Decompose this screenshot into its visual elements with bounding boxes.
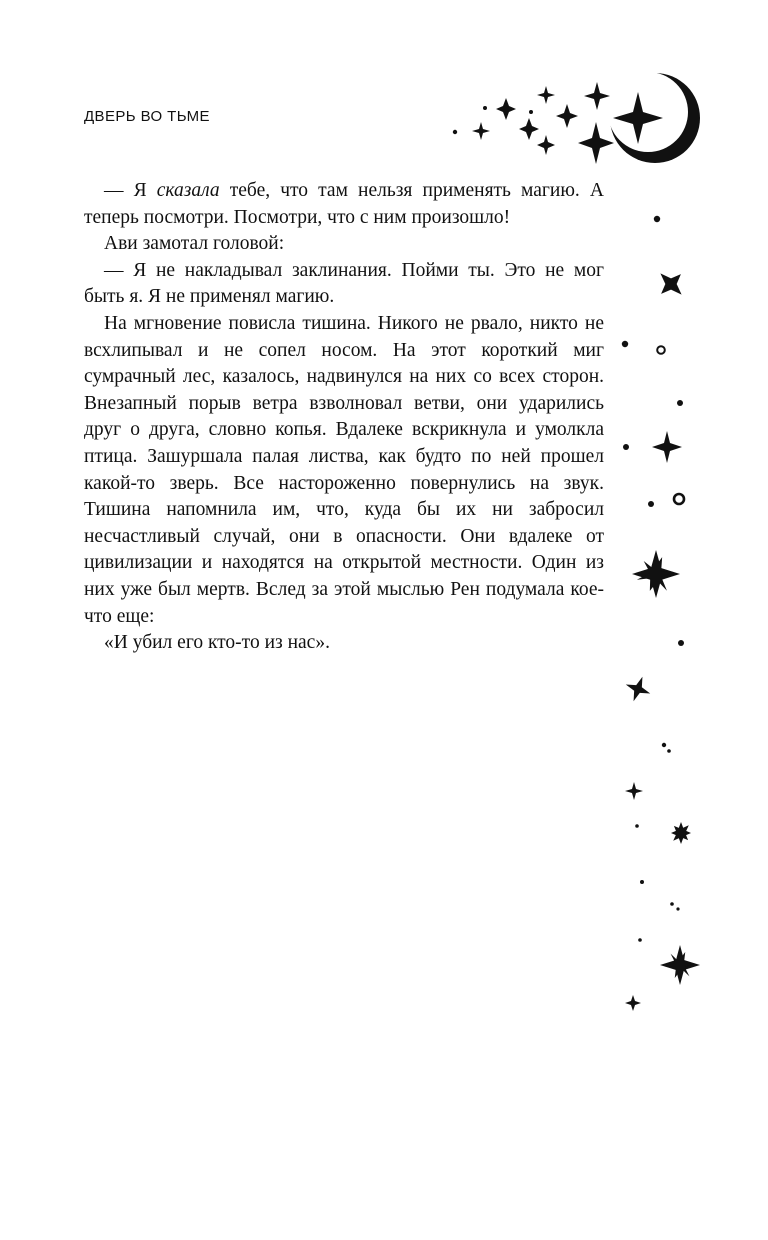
- dot-icon: [654, 216, 660, 222]
- dot-icon: [453, 130, 457, 134]
- dot-icon: [483, 106, 487, 110]
- dot-icon: [638, 938, 642, 942]
- star-icon: [625, 995, 641, 1011]
- dialogue-start: — Я: [104, 180, 157, 201]
- dialogue-rest: тебе, что там нельзя применять магию. А теперь посмотри. Посмотри, что с ним произошло!: [84, 180, 604, 228]
- star-icon: [519, 118, 539, 140]
- dot-icon: [676, 907, 679, 910]
- star-icon: [584, 82, 610, 110]
- paragraph: Ави замотал головой:: [104, 233, 285, 255]
- paragraph: На мгновение повисла тишина. Никого не рвало, никто не всхлипывал и не сопел носом. На этот короткий миг сумрачный лес, казалось, надвинулся на них со всех сторон. Внезапный порыв ветра взволновал ветви, они ударились друг о друга, словно копья. Вдалеке вскрикнула и умолкла птица. Зашуршала палая листва, как будто по ней прошел какой-то зверь. Все настороженно повернулись на звук. Тишина напомнила им, что, куда бы их ни забросил несчастливый случай, они в опасности. Они вдалеке от цивилизации и находятся на открытой местности. Один из них уже был мертв. Вслед за этой мыслью Рен подумала кое-что еще:: [84, 312, 604, 627]
- dot-icon: [670, 902, 674, 906]
- star-icon: [652, 431, 682, 463]
- dot-icon: [677, 400, 683, 406]
- italic-emphasis: сказала: [156, 180, 220, 201]
- star-icon: [537, 86, 555, 104]
- dot-icon: [635, 824, 639, 828]
- dot-icon: [678, 640, 684, 646]
- star-icon: [625, 782, 643, 800]
- paragraph: — Я не накладывал заклинания. Пойми ты. Это не мог быть я. Я не применял магию.: [84, 259, 604, 308]
- dot-icon: [648, 501, 654, 507]
- dot-icon: [622, 341, 628, 347]
- dot-icon: [529, 110, 533, 114]
- dot-icon: [640, 880, 644, 884]
- star-icon: [537, 135, 555, 155]
- paragraph: «И убил его кто-то из нас».: [104, 632, 330, 654]
- dot-icon: [662, 743, 666, 747]
- star-icon: [496, 98, 516, 120]
- dot-icon: [623, 444, 629, 450]
- ring-icon: [657, 346, 665, 354]
- running-head-title: ДВЕРЬ ВО ТЬМЕ: [84, 108, 210, 125]
- star-icon: [578, 122, 614, 164]
- star-icon: [472, 122, 490, 140]
- ring-icon: [674, 494, 684, 504]
- star-icon: [621, 672, 654, 705]
- star-icon: [556, 104, 578, 128]
- dot-icon: [667, 749, 671, 753]
- star-icon: [650, 263, 691, 304]
